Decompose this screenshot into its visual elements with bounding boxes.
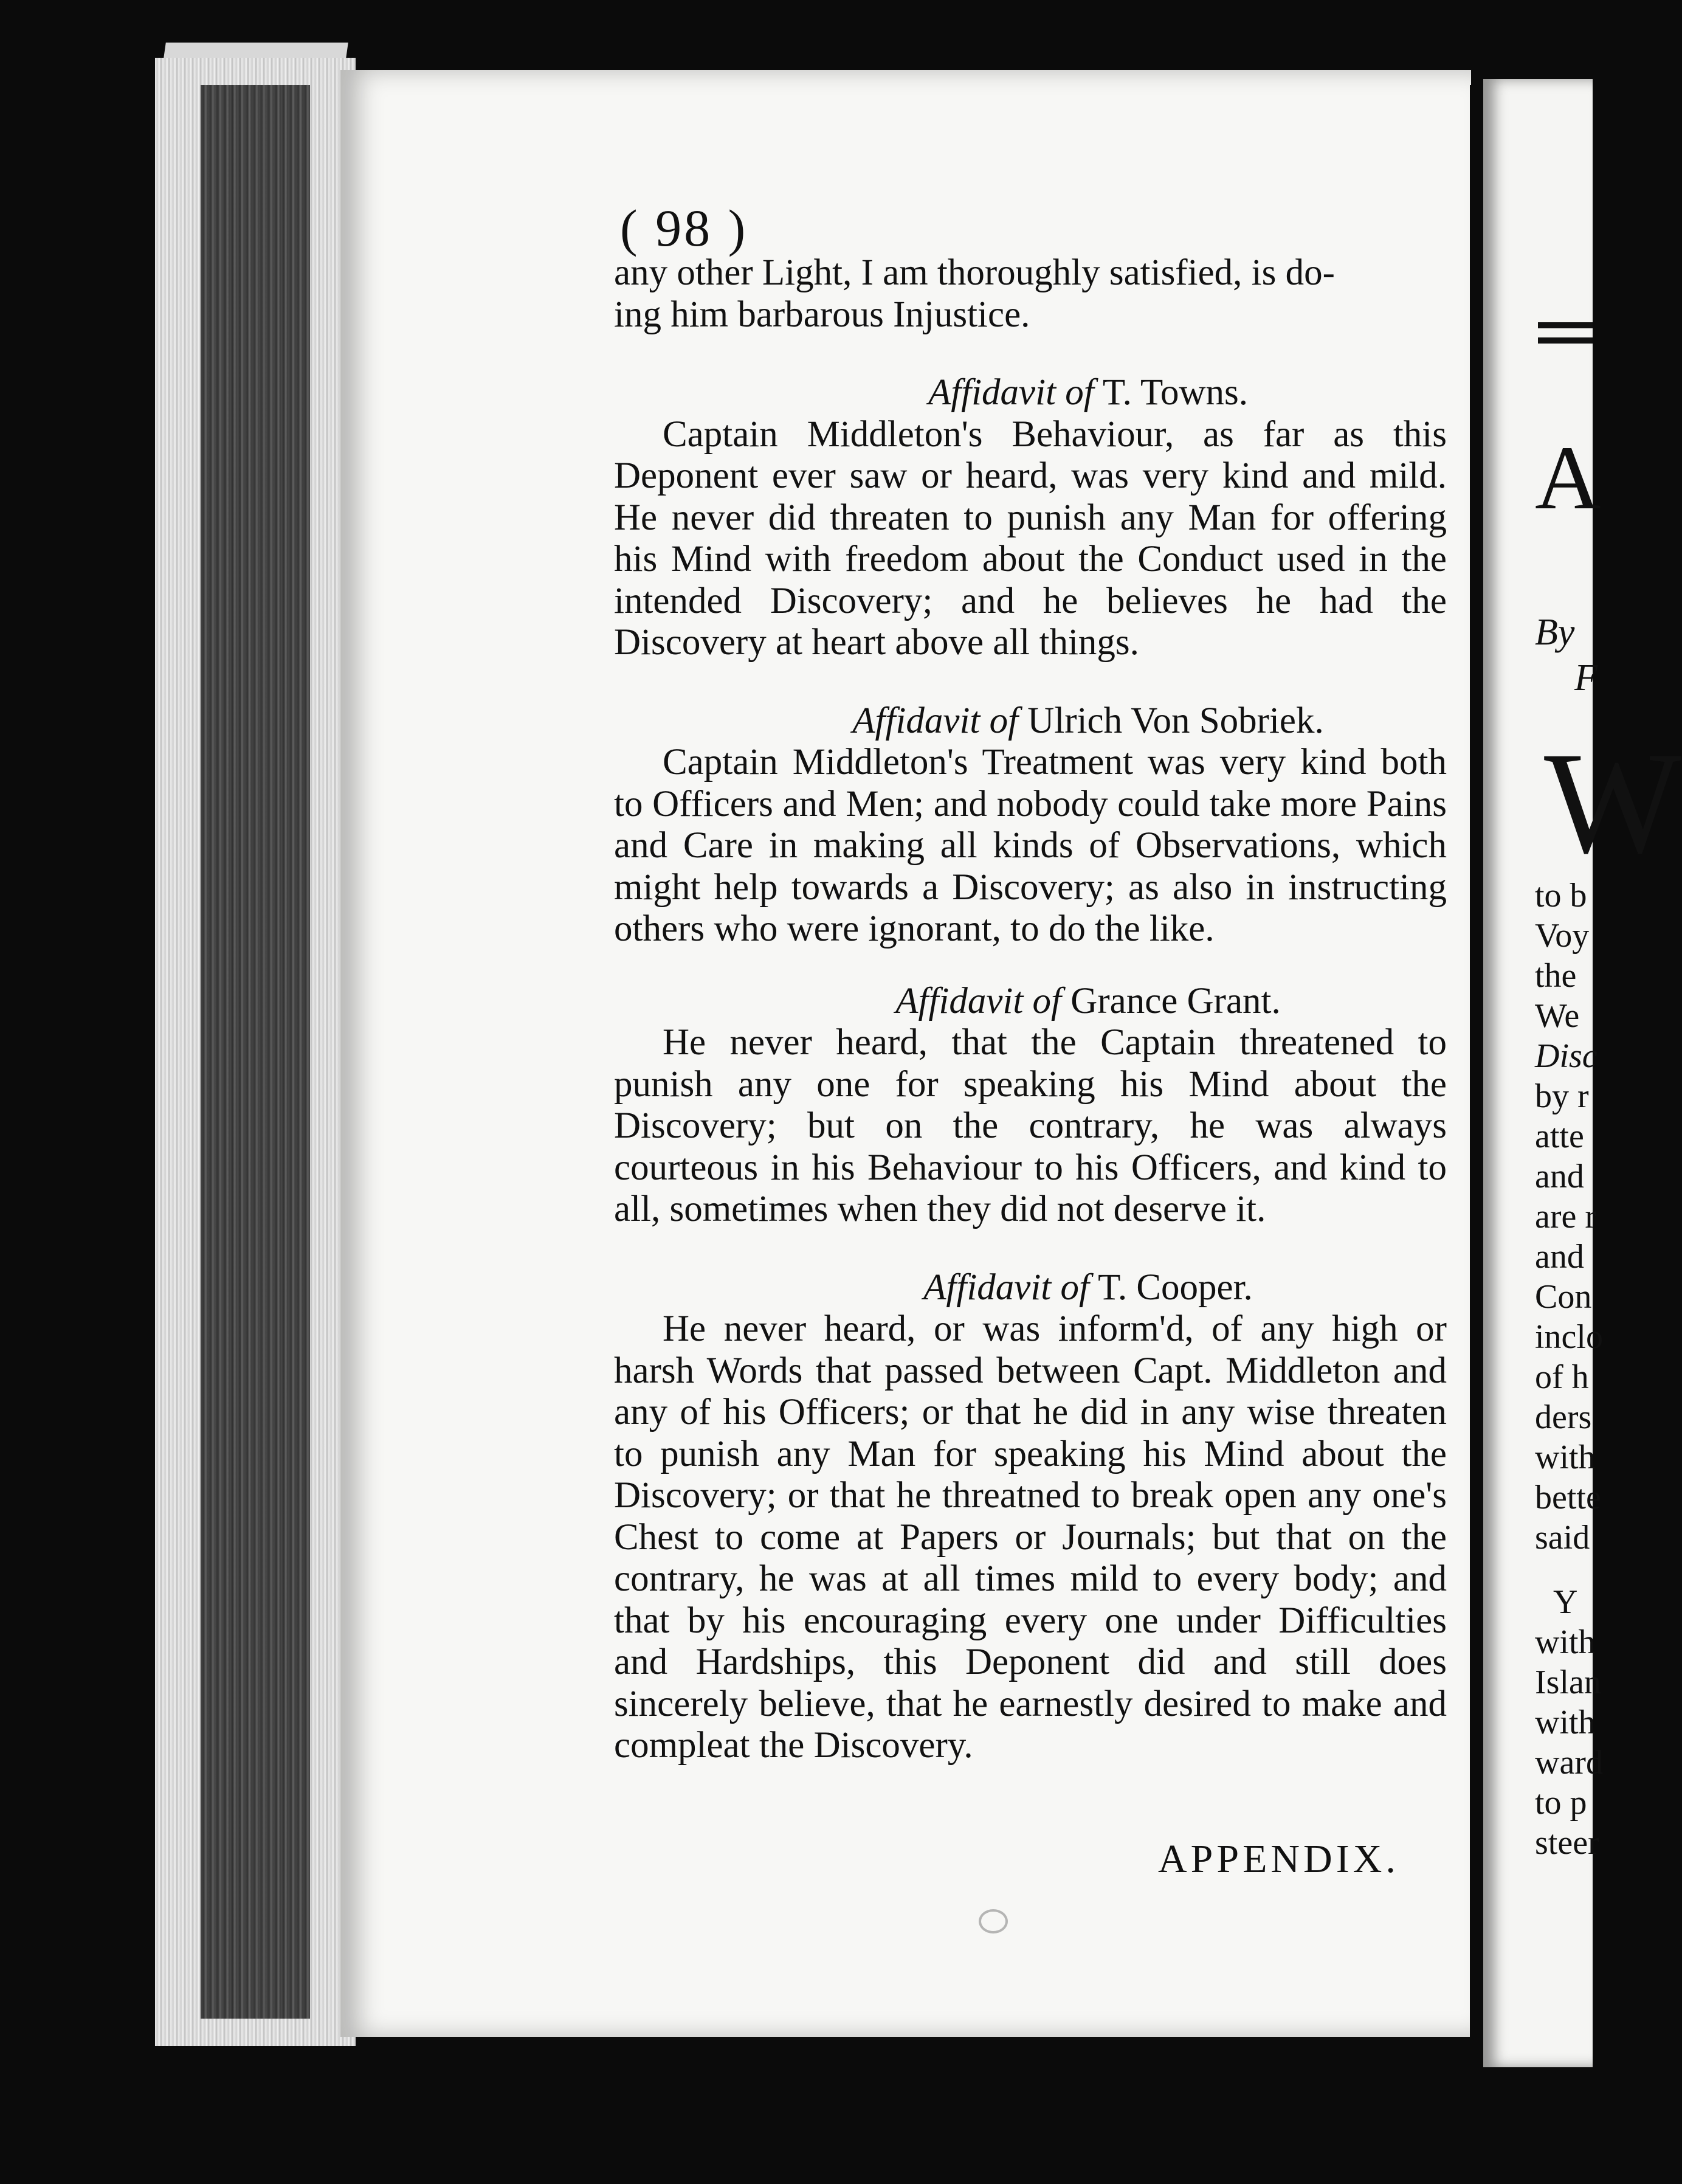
facing-page-line: and	[1535, 1158, 1584, 1195]
facing-page-line: steer	[1535, 1824, 1599, 1862]
facing-page-line: Voy	[1535, 917, 1590, 955]
facing-page-line: Islan	[1535, 1664, 1601, 1701]
page-number: ( 98 )	[620, 199, 748, 257]
facing-page-line: are r	[1535, 1198, 1597, 1235]
show-through-mark	[979, 1909, 1008, 1933]
facing-page-line: atte	[1535, 1118, 1584, 1155]
affidavit-heading-cooper	[614, 1267, 1447, 1309]
page-text	[614, 252, 1447, 1767]
facing-page-line: said	[1535, 1519, 1590, 1557]
affidavit-body-sobriek: Captain Middleton's Treatment was very kind both to Officers and Men; and nobody could take more Pains and Care in making all kinds of Observations, which might help towards a Discovery; as also in instructing others who were ignorant, to do the like.	[614, 742, 1447, 949]
facing-page-text	[1535, 876, 1603, 1863]
affidavit-heading-grant	[614, 981, 1447, 1023]
facing-page-rule-bottom	[1538, 337, 1593, 344]
intro-line-2: ing him barbarous Injustice.	[614, 294, 1030, 335]
intro-paragraph	[614, 252, 1447, 336]
affidavit-heading-sobriek	[614, 700, 1447, 742]
facing-page-line: We	[1535, 997, 1580, 1035]
facing-page-line: with	[1535, 1623, 1596, 1661]
facing-page-line: ders	[1535, 1398, 1592, 1436]
affidavit-prefix: Affidavit of	[852, 700, 1019, 741]
facing-page-line: the	[1535, 957, 1577, 995]
facing-page-title-letter: A	[1535, 427, 1601, 528]
deponent-name: Grance Grant.	[1070, 980, 1281, 1021]
affidavit-prefix: Affidavit of	[895, 980, 1062, 1021]
gutter-gap	[1470, 85, 1483, 2067]
facing-page-line: bette	[1535, 1479, 1601, 1516]
catchword: APPENDIX.	[1158, 1837, 1399, 1881]
facing-page-byline-2: F	[1574, 657, 1598, 699]
facing-page-line: Y	[1553, 1583, 1578, 1621]
intro-line-1: any other Light, I am thoroughly satisfied, is do-	[614, 252, 1335, 293]
affidavit-heading-towns	[614, 372, 1447, 414]
affidavit-prefix: Affidavit of	[923, 1267, 1089, 1308]
affidavit-prefix: Affidavit of	[928, 372, 1094, 413]
affidavit-body-grant: He never heard, that the Captain threatened to punish any one for speaking his Mind about the Discovery; but on the contrary, he was always courteous in his Behaviour to his Officers, and kind to all, sometimes when they did not deserve it.	[614, 1022, 1447, 1229]
book-page-edges-shadow	[201, 85, 310, 2019]
facing-page-line: to b	[1535, 877, 1587, 914]
affidavit-body-cooper: He never heard, or was inform'd, of any high or harsh Words that passed between Capt. Middleton and any of his Officers; or that he did in any wise threaten to punish any Man for speaking his Mind about the Discovery; or that he threatned to break open any one's Chest to come at Papers or Journals; but that on the contrary, he was at all times mild to every body; and that by his encouraging every one under Difficulties and Hardships, this Deponent did and still does sincerely believe, that he earnestly desired to make and compleat the Discovery.	[614, 1308, 1447, 1766]
facing-page-drop-cap: W	[1544, 722, 1682, 883]
facing-page-line: Disc	[1535, 1037, 1598, 1075]
affidavit-body-towns: Captain Middleton's Behaviour, as far as this Deponent ever saw or heard, was very kind and mild. He never did threaten to punish any Man for offering his Mind with freedom about the Conduct used in the intended Discovery; and he believes he had the Discovery at heart above all things.	[614, 413, 1447, 663]
facing-page-line: ward	[1535, 1744, 1603, 1781]
deponent-name: T. Cooper.	[1098, 1267, 1253, 1308]
facing-page-line: of h	[1535, 1358, 1589, 1396]
facing-page-line: inclo	[1535, 1318, 1603, 1356]
facing-page-byline: By	[1535, 612, 1575, 653]
facing-page-line: with	[1535, 1439, 1596, 1476]
facing-page-line: to p	[1535, 1784, 1587, 1822]
deponent-name: T. Towns.	[1102, 372, 1249, 413]
facing-page-rule-top	[1538, 322, 1593, 328]
facing-page-line: by r	[1535, 1077, 1589, 1115]
facing-page-line: and	[1535, 1238, 1584, 1276]
facing-page-line: Con	[1535, 1278, 1592, 1316]
deponent-name: Ulrich Von Sobriek.	[1027, 700, 1324, 741]
facing-page-line: with	[1535, 1704, 1596, 1741]
